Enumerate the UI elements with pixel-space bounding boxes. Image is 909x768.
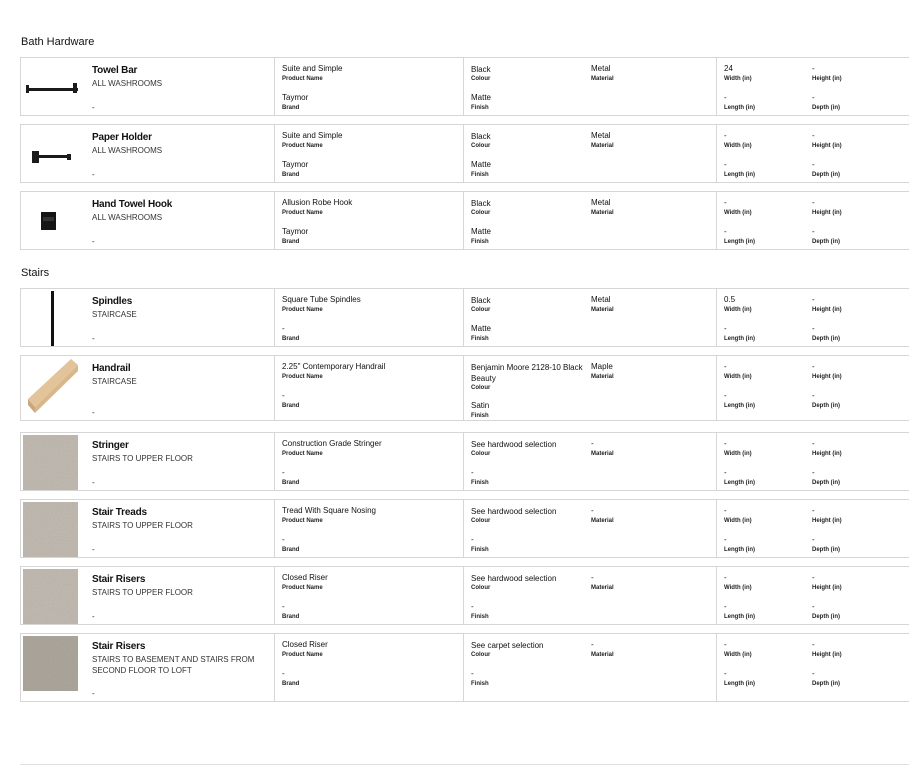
item-cell [21, 289, 275, 346]
material-label: Material [591, 374, 614, 380]
dimensions-cell [716, 634, 909, 701]
dimensions-cell [716, 192, 909, 249]
colour-label: Colour [471, 652, 491, 658]
height-value: - [812, 295, 815, 304]
colour-label: Colour [471, 585, 491, 591]
product-name-value: 2.25" Contemporary Handrail [282, 362, 386, 371]
item-note: - [92, 612, 95, 621]
item-name: Stair Risers [92, 574, 146, 585]
product-image [23, 357, 78, 419]
depth-label: Depth (in) [812, 105, 840, 111]
material-value: - [591, 640, 594, 649]
product-name-value: Closed Riser [282, 573, 328, 582]
finish-label: Finish [471, 480, 489, 486]
finish-value: - [471, 669, 474, 678]
width-value: - [724, 506, 727, 515]
height-value: - [812, 362, 815, 371]
width-label: Width (in) [724, 585, 752, 591]
height-label: Height (in) [812, 143, 842, 149]
finish-label: Finish [471, 105, 489, 111]
item-location: STAIRCASE [92, 377, 137, 386]
colour-value: See carpet selection [471, 641, 544, 650]
colour-label: Colour [471, 307, 491, 313]
finish-value: - [471, 468, 474, 477]
length-label: Length (in) [724, 681, 755, 687]
product-cell [274, 433, 464, 490]
depth-label: Depth (in) [812, 172, 840, 178]
brand-value: - [282, 391, 285, 400]
length-label: Length (in) [724, 547, 755, 553]
item-cell [21, 356, 275, 420]
finish-cell [463, 289, 717, 346]
product-image [23, 636, 78, 691]
length-value: - [724, 669, 727, 678]
material-value: - [591, 506, 594, 515]
length-value: - [724, 535, 727, 544]
colour-value: Black [471, 296, 491, 305]
table-row [20, 566, 909, 625]
length-label: Length (in) [724, 172, 755, 178]
colour-value: See hardwood selection [471, 440, 557, 449]
material-value: Maple [591, 362, 613, 371]
product-cell [274, 125, 464, 182]
length-label: Length (in) [724, 239, 755, 245]
section-title-bath-hardware: Bath Hardware [21, 36, 95, 48]
finish-cell [463, 500, 717, 557]
colour-label: Colour [471, 76, 491, 82]
brand-value: - [282, 468, 285, 477]
width-value: - [724, 439, 727, 448]
finish-label: Finish [471, 614, 489, 620]
brand-value: - [282, 324, 285, 333]
item-cell [21, 634, 275, 701]
product-image [23, 569, 78, 624]
width-label: Width (in) [724, 143, 752, 149]
product-image [23, 291, 78, 346]
finish-value: Matte [471, 93, 492, 102]
item-note: - [92, 334, 95, 343]
item-location: ALL WASHROOMS [92, 79, 163, 88]
length-value: - [724, 93, 727, 102]
finish-label: Finish [471, 336, 489, 342]
item-note: - [92, 103, 95, 112]
table-row [20, 288, 909, 347]
material-value: Metal [591, 64, 611, 73]
height-label: Height (in) [812, 585, 842, 591]
brand-label: Brand [282, 480, 300, 486]
product-image [23, 194, 78, 249]
width-label: Width (in) [724, 451, 752, 457]
product-cell [274, 289, 464, 346]
finish-cell [463, 567, 717, 624]
colour-label: Colour [471, 451, 491, 457]
width-label: Width (in) [724, 210, 752, 216]
depth-value: - [812, 535, 815, 544]
product-name-label: Product Name [282, 143, 323, 149]
brand-value: Taymor [282, 227, 309, 236]
finish-cell [463, 58, 717, 115]
length-value: - [724, 324, 727, 333]
height-label: Height (in) [812, 307, 842, 313]
material-value: - [591, 573, 594, 582]
item-note: - [92, 170, 95, 179]
brand-label: Brand [282, 403, 300, 409]
product-name-value: Allusion Robe Hook [282, 198, 353, 207]
product-cell [274, 567, 464, 624]
item-note: - [92, 237, 95, 246]
brand-label: Brand [282, 105, 300, 111]
finish-label: Finish [471, 239, 489, 245]
finish-cell [463, 356, 717, 420]
length-label: Length (in) [724, 105, 755, 111]
product-name-label: Product Name [282, 451, 323, 457]
dimensions-cell [716, 500, 909, 557]
item-name: Paper Holder [92, 132, 152, 143]
item-name: Stair Risers [92, 641, 146, 652]
finish-cell [463, 634, 717, 701]
finish-label: Finish [471, 681, 489, 687]
product-name-value: Closed Riser [282, 640, 328, 649]
length-label: Length (in) [724, 480, 755, 486]
height-value: - [812, 198, 815, 207]
depth-value: - [812, 468, 815, 477]
depth-value: - [812, 391, 815, 400]
product-name-label: Product Name [282, 210, 323, 216]
depth-value: - [812, 93, 815, 102]
product-name-label: Product Name [282, 374, 323, 380]
table-row [20, 191, 909, 250]
colour-value: See hardwood selection [471, 507, 557, 516]
brand-label: Brand [282, 239, 300, 245]
finish-value: - [471, 535, 474, 544]
product-cell [274, 356, 464, 420]
product-image [23, 127, 78, 182]
product-name-label: Product Name [282, 518, 323, 524]
brand-value: - [282, 669, 285, 678]
length-label: Length (in) [724, 614, 755, 620]
brand-label: Brand [282, 336, 300, 342]
material-label: Material [591, 652, 614, 658]
length-value: - [724, 227, 727, 236]
table-row [20, 57, 909, 116]
product-name-value: Suite and Simple [282, 131, 343, 140]
width-value: - [724, 131, 727, 140]
dimensions-cell [716, 433, 909, 490]
width-value: - [724, 640, 727, 649]
brand-value: Taymor [282, 160, 309, 169]
page-divider [20, 764, 909, 765]
colour-value: See hardwood selection [471, 574, 557, 583]
item-name: Spindles [92, 296, 133, 307]
brand-value: - [282, 535, 285, 544]
finish-label: Finish [471, 547, 489, 553]
section-title-stairs: Stairs [21, 267, 50, 279]
width-label: Width (in) [724, 307, 752, 313]
item-location: STAIRS TO BASEMENT AND STAIRS FROM SECOND FLOOR TO LOFT [92, 655, 255, 675]
item-name: Stringer [92, 440, 129, 451]
item-name: Hand Towel Hook [92, 199, 173, 210]
material-value: Metal [591, 131, 611, 140]
table-row [20, 499, 909, 558]
depth-label: Depth (in) [812, 336, 840, 342]
finish-cell [463, 125, 717, 182]
item-cell [21, 500, 275, 557]
product-cell [274, 58, 464, 115]
material-value: - [591, 439, 594, 448]
width-value: - [724, 573, 727, 582]
colour-value: Black [471, 199, 491, 208]
dimensions-cell [716, 567, 909, 624]
height-value: - [812, 506, 815, 515]
length-label: Length (in) [724, 336, 755, 342]
length-label: Length (in) [724, 403, 755, 409]
colour-label: Colour [471, 385, 491, 391]
height-label: Height (in) [812, 76, 842, 82]
length-value: - [724, 602, 727, 611]
product-name-label: Product Name [282, 585, 323, 591]
item-location: ALL WASHROOMS [92, 213, 163, 222]
brand-value: Taymor [282, 93, 309, 102]
height-value: - [812, 64, 815, 73]
height-label: Height (in) [812, 374, 842, 380]
product-image [23, 60, 78, 115]
item-cell [21, 125, 275, 182]
finish-label: Finish [471, 172, 489, 178]
item-cell [21, 433, 275, 490]
product-name-label: Product Name [282, 652, 323, 658]
product-name-label: Product Name [282, 307, 323, 313]
colour-value: Benjamin Moore 2128-10 Black Beauty [471, 363, 583, 383]
depth-label: Depth (in) [812, 614, 840, 620]
item-location: ALL WASHROOMS [92, 146, 163, 155]
item-location: STAIRS TO UPPER FLOOR [92, 521, 193, 530]
depth-label: Depth (in) [812, 681, 840, 687]
height-label: Height (in) [812, 652, 842, 658]
height-value: - [812, 573, 815, 582]
brand-label: Brand [282, 614, 300, 620]
product-cell [274, 500, 464, 557]
material-label: Material [591, 76, 614, 82]
width-value: - [724, 362, 727, 371]
finish-label: Finish [471, 413, 489, 419]
colour-label: Colour [471, 210, 491, 216]
depth-label: Depth (in) [812, 480, 840, 486]
depth-value: - [812, 669, 815, 678]
item-note: - [92, 408, 95, 417]
length-value: - [724, 468, 727, 477]
table-row [20, 124, 909, 183]
brand-label: Brand [282, 172, 300, 178]
product-name-value: Tread With Square Nosing [282, 506, 376, 515]
height-label: Height (in) [812, 451, 842, 457]
finish-value: Matte [471, 227, 492, 236]
product-image [23, 435, 78, 490]
product-cell [274, 192, 464, 249]
finish-value: Matte [471, 160, 492, 169]
material-value: Metal [591, 198, 611, 207]
finish-cell [463, 433, 717, 490]
colour-label: Colour [471, 518, 491, 524]
finish-value: Satin [471, 401, 490, 410]
brand-label: Brand [282, 547, 300, 553]
table-row [20, 633, 909, 702]
depth-label: Depth (in) [812, 239, 840, 245]
finish-value: - [471, 602, 474, 611]
brand-value: - [282, 602, 285, 611]
material-label: Material [591, 307, 614, 313]
width-label: Width (in) [724, 518, 752, 524]
material-label: Material [591, 210, 614, 216]
dimensions-cell [716, 125, 909, 182]
width-value: 0.5 [724, 295, 736, 304]
item-cell [21, 192, 275, 249]
dimensions-cell [716, 58, 909, 115]
item-note: - [92, 478, 95, 487]
height-value: - [812, 439, 815, 448]
height-value: - [812, 640, 815, 649]
item-location: STAIRS TO UPPER FLOOR [92, 454, 193, 463]
product-name-value: Suite and Simple [282, 64, 343, 73]
width-label: Width (in) [724, 76, 752, 82]
width-label: Width (in) [724, 652, 752, 658]
depth-label: Depth (in) [812, 403, 840, 409]
length-value: - [724, 160, 727, 169]
finish-value: Matte [471, 324, 492, 333]
finish-cell [463, 192, 717, 249]
item-note: - [92, 689, 95, 698]
dimensions-cell [716, 356, 909, 420]
width-value: - [724, 198, 727, 207]
material-value: Metal [591, 295, 611, 304]
length-value: - [724, 391, 727, 400]
material-label: Material [591, 451, 614, 457]
depth-label: Depth (in) [812, 547, 840, 553]
table-row [20, 432, 909, 491]
depth-value: - [812, 160, 815, 169]
depth-value: - [812, 227, 815, 236]
height-value: - [812, 131, 815, 140]
height-label: Height (in) [812, 518, 842, 524]
brand-label: Brand [282, 681, 300, 687]
item-name: Stair Treads [92, 507, 147, 518]
material-label: Material [591, 585, 614, 591]
product-name-label: Product Name [282, 76, 323, 82]
product-name-value: Construction Grade Stringer [282, 439, 382, 448]
colour-label: Colour [471, 143, 491, 149]
material-label: Material [591, 518, 614, 524]
item-location: STAIRCASE [92, 310, 137, 319]
item-cell [21, 567, 275, 624]
item-cell [21, 58, 275, 115]
product-image [23, 502, 78, 557]
height-label: Height (in) [812, 210, 842, 216]
width-label: Width (in) [724, 374, 752, 380]
colour-value: Black [471, 65, 491, 74]
item-note: - [92, 545, 95, 554]
width-value: 24 [724, 64, 733, 73]
item-location: STAIRS TO UPPER FLOOR [92, 588, 193, 597]
item-name: Towel Bar [92, 65, 138, 76]
table-row [20, 355, 909, 421]
material-label: Material [591, 143, 614, 149]
depth-value: - [812, 602, 815, 611]
depth-value: - [812, 324, 815, 333]
colour-value: Black [471, 132, 491, 141]
item-name: Handrail [92, 363, 131, 374]
dimensions-cell [716, 289, 909, 346]
product-cell [274, 634, 464, 701]
product-name-value: Square Tube Spindles [282, 295, 361, 304]
